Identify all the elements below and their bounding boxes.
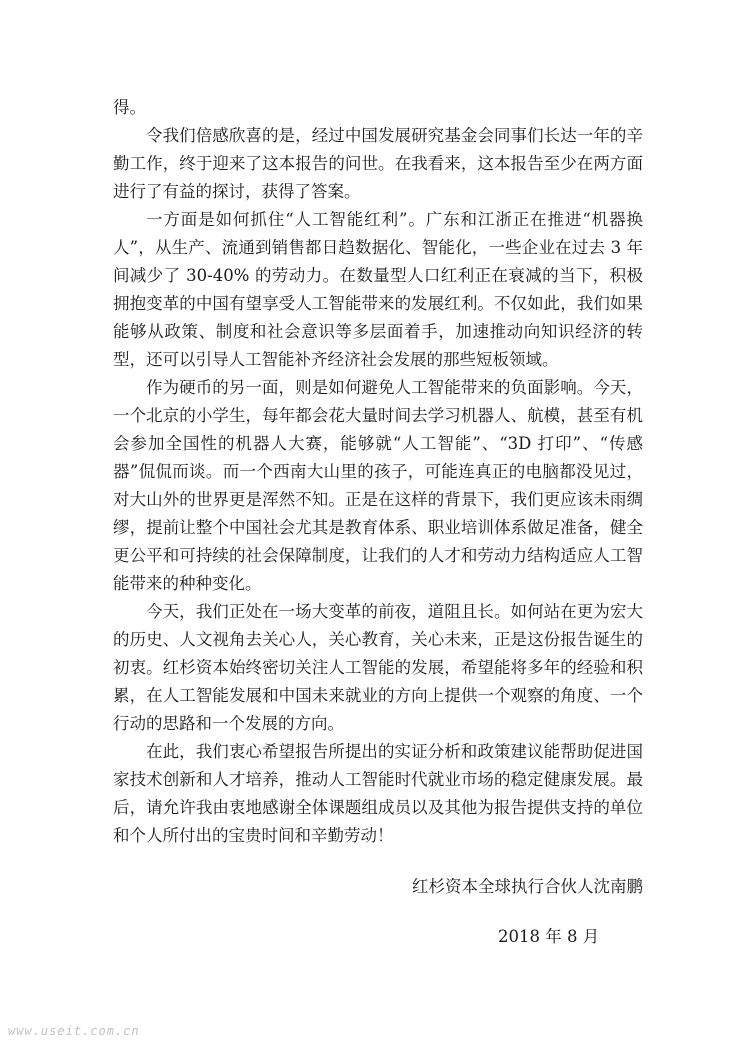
letter-body: [113, 94, 643, 850]
paragraph-great-change: 今天，我们正处在一场大变革的前夜，道阻且长。如何站在更为宏大的历史、人文视角去关心人，关心教育，关心未来，正是这份报告诞生的初衷。红杉资本始终密切关注人工智能的发展，希望能将多年的经验和积累，在人工智能发展和中国未来就业的方向上提供一个观察的角度、一个行动的思路和一个发展的方向。: [113, 602, 643, 733]
paragraph-acknowledgements: 在此，我们衷心希望报告所提出的实证分析和政策建议能帮助促进国家技术创新和人才培养，推动人工智能时代就业市场的稳定健康发展。最后，请允许我由衷地感谢全体课题组成员以及其他为报告提供支持的单位和个人所付出的宝贵时间和辛勤劳动！: [113, 742, 643, 845]
paragraph-continuation: 得。: [113, 98, 146, 117]
paragraph-report-introduction: 令我们倍感欣喜的是，经过中国发展研究基金会同事们长达一年的辛勤工作，终于迎来了这本报告的问世。在我看来，这本报告至少在两方面进行了有益的探讨，获得了答案。: [113, 126, 643, 201]
site-watermark: www.useit.com.cn: [8, 1024, 140, 1038]
letter-date: 2018 年 8 月: [498, 927, 600, 946]
signature: 红杉资本全球执行合伙人沈南鹏: [412, 877, 643, 896]
paragraph-negative-impact: 作为硬币的另一面，则是如何避免人工智能带来的负面影响。今天，一个北京的小学生，每年都会花大量时间去学习机器人、航模，甚至有机会参加全国性的机器人大赛，能够就“人工智能”、“3D 打印”、“传感器”侃侃而谈。而一个西南大山里的孩子，可能连真正的电脑都没见过，对大山外的世界更是浑然不知。正是在这样的背景下，我们更应该未雨绸缪，提前让整个中国社会尤其是教育体系、职业培训体系做足准备，健全更公平和可持续的社会保障制度，让我们的人才和劳动力结构适应人工智能带来的种种变化。: [113, 378, 643, 593]
paragraph-ai-dividend: 一方面是如何抓住“人工智能红利”。广东和江浙正在推进“机器换人”，从生产、流通到销售都日趋数据化、智能化，一些企业在过去 3 年间减少了 30-40% 的劳动力。在数量型人口红利正在衰减的当下，积极拥抱变革的中国有望享受人工智能带来的发展红利。不仅如此，我们如果能够从政策、制度和社会意识等多层面着手，加速推动向知识经济的转型，还可以引导人工智能补齐经济社会发展的那些短板领域。: [113, 210, 643, 369]
